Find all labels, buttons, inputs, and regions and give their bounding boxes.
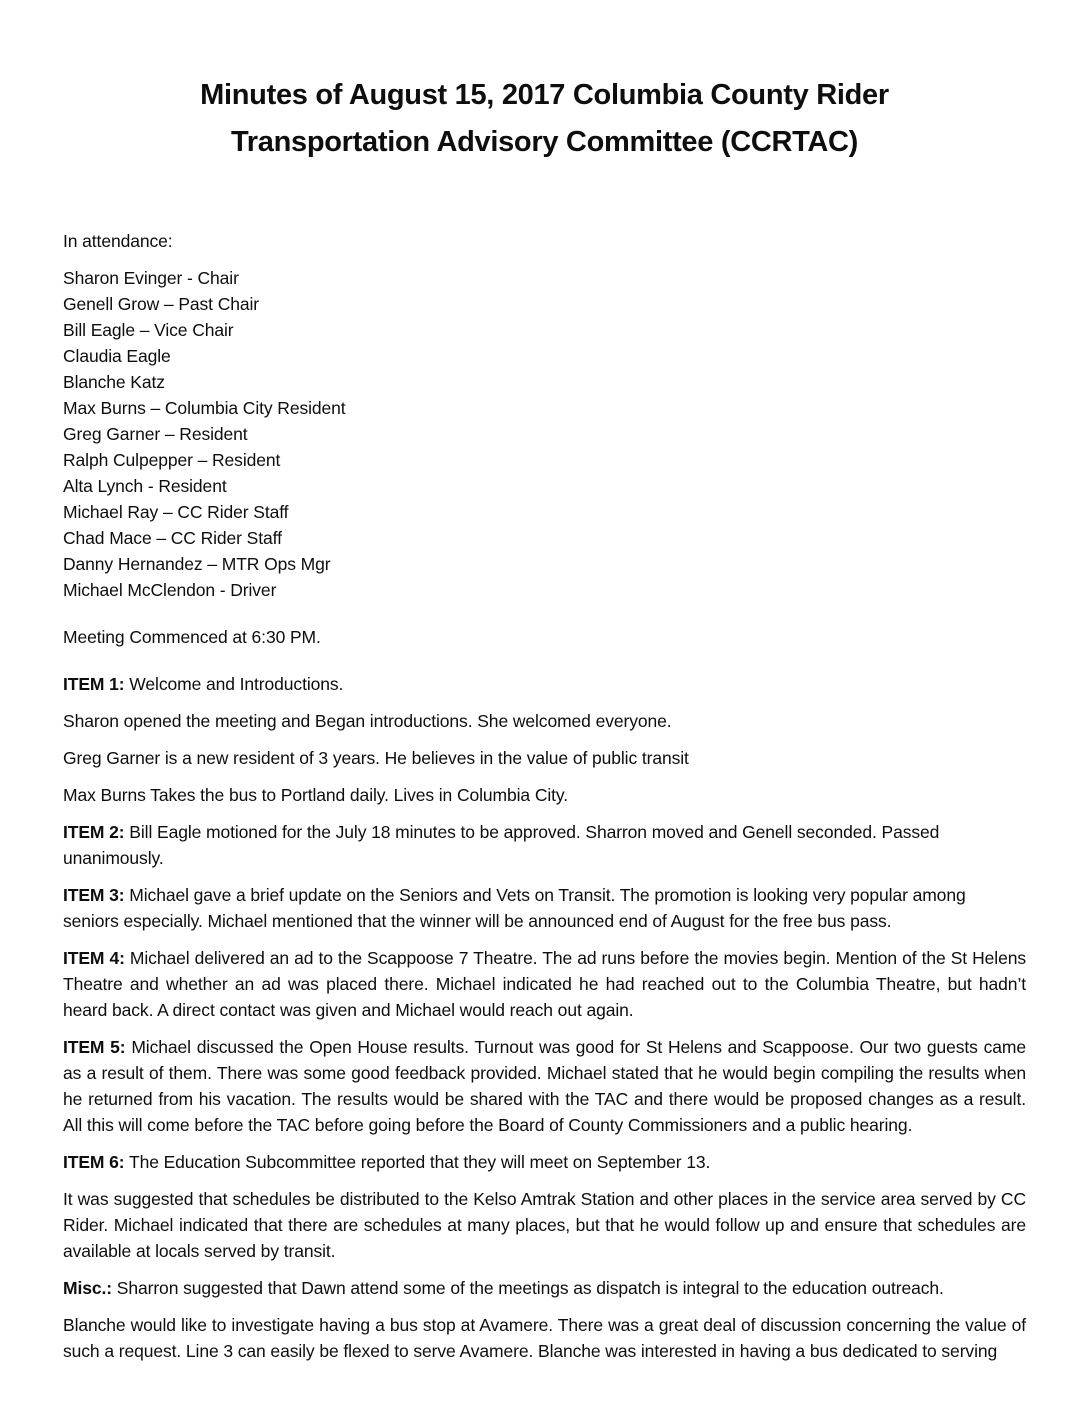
- attendee: Blanche Katz: [63, 372, 165, 392]
- attendee: Danny Hernandez – MTR Ops Mgr: [63, 554, 331, 574]
- attendee: Max Burns – Columbia City Resident: [63, 398, 346, 418]
- paragraph-item-2: [63, 819, 1026, 871]
- item-3-text: Michael gave a brief update on the Seniors and Vets on Transit. The promotion is looking very popular among seniors especially. Michael mentioned that the winner will be announced end of August for the free bus pass.: [63, 885, 966, 931]
- item-2-text: Bill Eagle motioned for the July 18 minutes to be approved. Sharron moved and Genell seconded. Passed unanimously.: [63, 822, 940, 868]
- item-4-label: ITEM 4:: [63, 948, 125, 968]
- attendee: Genell Grow – Past Chair: [63, 294, 260, 314]
- item-6-text: The Education Subcommittee reported that they will meet on September 13.: [124, 1152, 711, 1172]
- attendance-list: [63, 265, 1026, 603]
- item-2-label: ITEM 2:: [63, 822, 125, 842]
- paragraph-greg-garner: [63, 745, 1026, 771]
- item-5-text: Michael discussed the Open House results. Turnout was good for St Helens and Scappoose. Our two guests came as a result of them. There was some good feedback provided. Michael stated that he would begin compiling the results when he returned from his vacation. The results would be shared with the TAC and there would be proposed changes as a result. All this will come before the TAC before going before the Board of County Commissioners and a public hearing.: [63, 1037, 1026, 1135]
- paragraph-item-4: [63, 945, 1026, 1023]
- item-3-label: ITEM 3:: [63, 885, 125, 905]
- item-5-label: ITEM 5:: [63, 1037, 126, 1057]
- meeting-commenced-note: Meeting Commenced at 6:30 PM.: [63, 627, 321, 647]
- attendee: Ralph Culpepper – Resident: [63, 450, 281, 470]
- paragraph-item-5: [63, 1034, 1026, 1138]
- attendance-heading: In attendance:: [63, 231, 173, 251]
- attendee: Chad Mace – CC Rider Staff: [63, 528, 282, 548]
- paragraph-item-3: [63, 882, 1026, 934]
- attendee: Michael Ray – CC Rider Staff: [63, 502, 289, 522]
- paragraph-misc: [63, 1275, 1026, 1301]
- attendee: Alta Lynch - Resident: [63, 476, 227, 496]
- misc-label: Misc.:: [63, 1278, 112, 1298]
- paragraph-sharon-intro: [63, 708, 1026, 734]
- attendee: Greg Garner – Resident: [63, 424, 248, 444]
- paragraph-schedules: [63, 1186, 1026, 1264]
- paragraph-text: Sharon opened the meeting and Began introductions. She welcomed everyone.: [63, 711, 672, 731]
- document-body: [63, 228, 1026, 1364]
- item-1-label: ITEM 1:: [63, 674, 125, 694]
- paragraph-blanche-bus-stop: [63, 1312, 1026, 1364]
- attendee: Michael McClendon - Driver: [63, 580, 277, 600]
- attendee: Bill Eagle – Vice Chair: [63, 320, 234, 340]
- paragraph-text: Greg Garner is a new resident of 3 years. He believes in the value of public transit: [63, 748, 689, 768]
- misc-text: Sharron suggested that Dawn attend some of the meetings as dispatch is integral to the education outreach.: [112, 1278, 944, 1298]
- paragraph-item-1: [63, 671, 1026, 697]
- paragraph-max-burns: [63, 782, 1026, 808]
- paragraph-item-6: [63, 1149, 1026, 1175]
- item-4-text: Michael delivered an ad to the Scappoose 7 Theatre. The ad runs before the movies begin. Mention of the St Helens Theatre and whether an ad was placed there. Michael indicated he had reached out to the Columbia Theatre, but hadn’t heard back. A direct contact was given and Michael would reach out again.: [63, 948, 1026, 1020]
- attendee: Claudia Eagle: [63, 346, 171, 366]
- item-6-label: ITEM 6:: [63, 1152, 125, 1172]
- item-1-text: Welcome and Introductions.: [124, 674, 344, 694]
- document-title-line-1: Minutes of August 15, 2017 Columbia County Rider: [200, 79, 889, 111]
- attendee: Sharon Evinger - Chair: [63, 268, 239, 288]
- paragraph-text: It was suggested that schedules be distributed to the Kelso Amtrak Station and other places in the service area served by CC Rider. Michael indicated that there are schedules at many places, but that he would follow up and ensure that schedules are available at locals served by transit.: [63, 1189, 1026, 1261]
- document-title: [63, 72, 1026, 166]
- paragraph-text: Max Burns Takes the bus to Portland daily. Lives in Columbia City.: [63, 785, 569, 805]
- document-title-line-2: Transportation Advisory Committee (CCRTAC): [230, 126, 859, 158]
- paragraph-text: Blanche would like to investigate having a bus stop at Avamere. There was a great deal of discussion concerning the value of such a request. Line 3 can easily be flexed to serve Avamere. Blanche was interested in having a bus dedicated to serving: [63, 1315, 1026, 1361]
